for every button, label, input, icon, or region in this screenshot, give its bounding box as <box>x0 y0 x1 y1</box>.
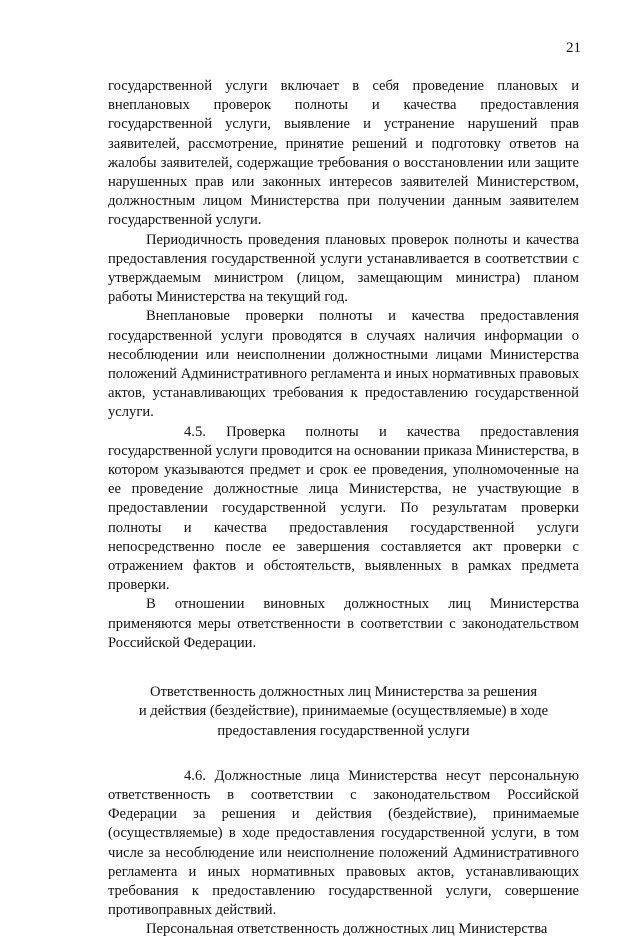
clause-number-4-5: 4.5. <box>184 423 206 440</box>
paragraph-4-5 <box>108 423 579 596</box>
clause-text-4-5: Проверка полноты и качества предоставления государственной услуги проводится на основании приказа Министерства, в котором указываются предмет и срок ее проведения, уполномоченные на ее проведение должностные лица Министерства, не участвующие в предоставлении государственной услуги. По результатам проверки полноты и качества предоставления государственной услуги непосредственно после ее завершения составляется акт проверки с отражением фактов и обстоятельств, выявленных в рамках предмета проверки. <box>108 423 579 594</box>
section-title-line-2: и действия (бездействие), принимаемые (осуществляемые) в ходе <box>138 703 549 720</box>
section-spacer-top <box>108 653 579 683</box>
section-title <box>108 683 579 741</box>
paragraph-continuation: государственной услуги включает в себя проведение плановых и внеплановых проверок полноты и качества предоставления государственной услуги, выявление и устранение нарушений прав заявителей, рассмотрение, принятие решений и подготовку ответов на жалобы заявителей, содержащие требования о восстановлении или защите нарушенных прав или законных интересов заявителей Министерством, должностным лицом Министерства при получении данным заявителем государственной услуги. <box>108 78 579 229</box>
document-body <box>108 77 579 940</box>
clause-number-4-6: 4.6. <box>184 767 206 784</box>
paragraph-unplanned-checks: Внеплановые проверки полноты и качества предоставления государственной услуги проводятся в случаях наличия информации о несоблюдении или неисполнении должностными лицами Министерства положений Административного регламента и иных нормативных правовых актов, устанавливающих требования к предоставлению государственной услуги. <box>108 308 579 421</box>
clause-text-4-6: Должностные лица Министерства несут персональную ответственность в соответствии с законодательством Российской Федерации за решения и действия (бездействие), принимаемые (осуществляемые) в ходе предоставления государственной услуги, в том числе за несоблюдение или неисполнение положений Административного регламента и иных нормативных правовых актов, устанавливающих требования к предоставлению государственной услуги, совершение противоправных действий. <box>108 767 579 919</box>
paragraph-4-6 <box>108 767 579 921</box>
paragraph-personal-responsibility: Персональная ответственность должностных лиц Министерства <box>146 921 548 938</box>
paragraph-liability-measures: В отношении виновных должностных лиц Министерства применяются меры ответственности в соответствии с законодательством Российской Федерации. <box>108 596 579 651</box>
paragraph-planned-checks: Периодичность проведения плановых проверок полноты и качества предоставления государственной услуги устанавливается в соответствии с утверждаемым министром (лицом, замещающим министра) планом работы Министерства на текущий год. <box>108 231 579 306</box>
section-title-line-3: предоставления государственной услуги <box>217 722 470 739</box>
page-number: 21 <box>566 40 581 56</box>
section-spacer-bottom <box>108 741 579 767</box>
section-title-line-1: Ответственность должностных лиц Министерства за решения <box>149 684 538 701</box>
